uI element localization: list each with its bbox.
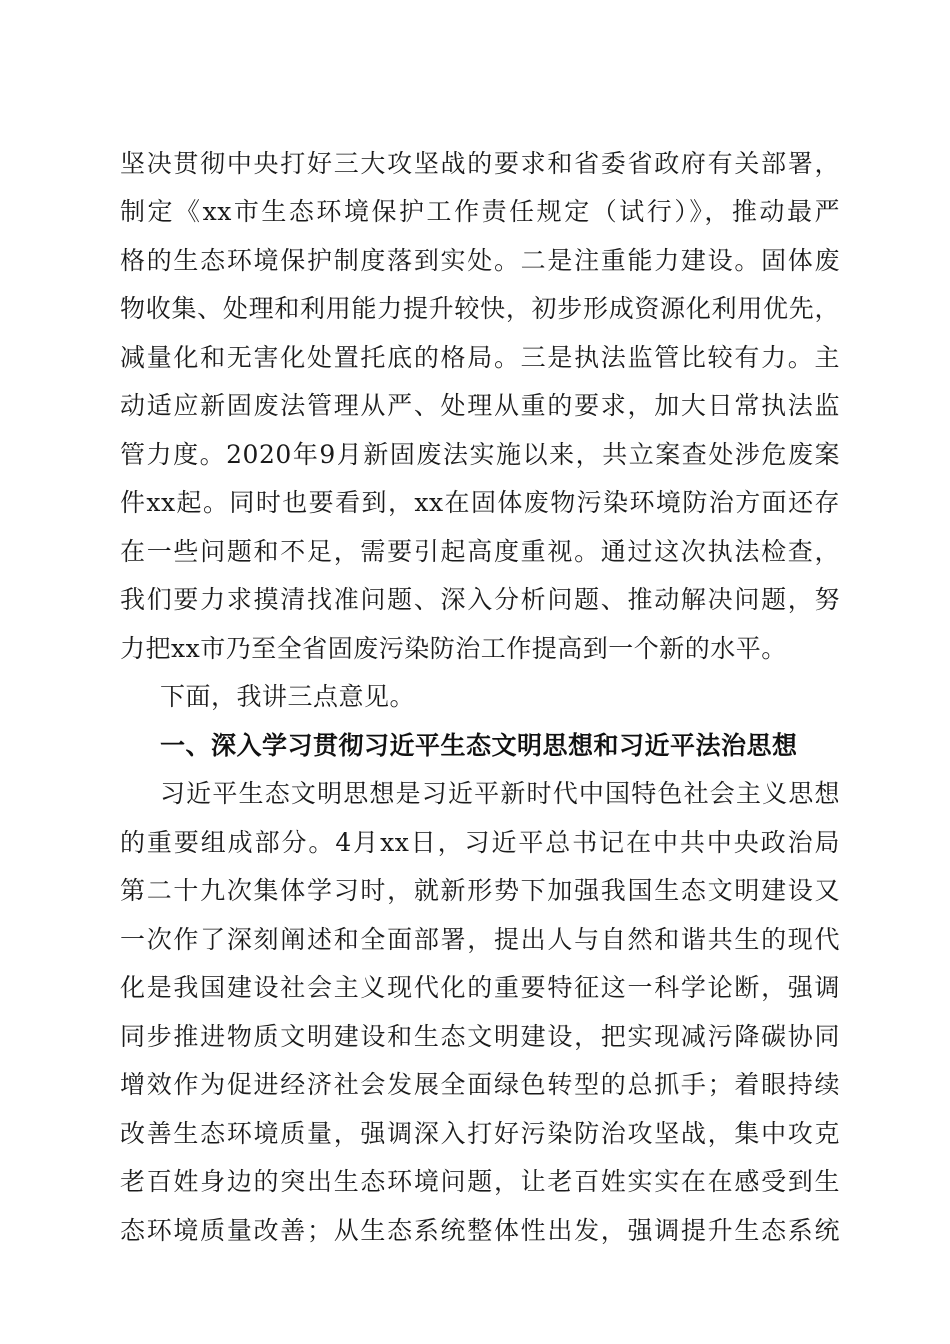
paragraph-line: 的重要组成部分。4月xx日，习近平总书记在中共中央政治局 xyxy=(120,828,840,857)
paragraph-line: 坚决贯彻中央打好三大攻坚战的要求和省委省政府有关部署， xyxy=(120,149,840,178)
paragraph-line: 制定《xx市生态环境保护工作责任规定（试行）》，推动最严 xyxy=(120,197,840,226)
paragraph-line: 力把xx市乃至全省固废污染防治工作提高到一个新的水平。 xyxy=(120,634,787,663)
paragraph-line: 件xx起。同时也要看到，xx在固体废物污染环境防治方面还存 xyxy=(120,488,840,517)
paragraph-line: 改善生态环境质量，强调深入打好污染防治攻坚战，集中攻克 xyxy=(120,1119,840,1148)
paragraph-line: 习近平生态文明思想是习近平新时代中国特色社会主义思想 xyxy=(160,779,840,808)
paragraph-line: 态环境质量改善；从生态系统整体性出发，强调提升生态系统 xyxy=(120,1216,840,1245)
paragraph-line: 管力度。2020年9月新固废法实施以来，共立案查处涉危废案 xyxy=(120,440,840,469)
paragraph-line: 老百姓身边的突出生态环境问题，让老百姓实实在在感受到生 xyxy=(120,1167,840,1196)
paragraph-line: 格的生态环境保护制度落到实处。二是注重能力建设。固体废 xyxy=(120,246,840,275)
paragraph-line: 动适应新固废法管理从严、处理从重的要求，加大日常执法监 xyxy=(120,391,840,420)
paragraph-line: 一次作了深刻阐述和全面部署，提出人与自然和谐共生的现代 xyxy=(120,925,840,954)
paragraph-line: 第二十九次集体学习时，就新形势下加强我国生态文明建设又 xyxy=(120,876,840,905)
paragraph-line: 同步推进物质文明建设和生态文明建设，把实现减污降碳协同 xyxy=(120,1022,840,1051)
paragraph-line: 我们要力求摸清找准问题、深入分析问题、推动解决问题，努 xyxy=(120,585,840,614)
paragraph-line: 物收集、处理和利用能力提升较快，初步形成资源化利用优先， xyxy=(120,294,840,323)
paragraph-line: 增效作为促进经济社会发展全面绿色转型的总抓手；着眼持续 xyxy=(120,1070,840,1099)
paragraph-line: 在一些问题和不足，需要引起高度重视。通过这次执法检查， xyxy=(120,537,840,566)
paragraph-line: 化是我国建设社会主义现代化的重要特征这一科学论断，强调 xyxy=(120,973,840,1002)
section-heading: 一、深入学习贯彻习近平生态文明思想和习近平法治思想 xyxy=(160,731,798,760)
paragraph: 下面，我讲三点意见。 xyxy=(160,682,416,711)
paragraph-line: 减量化和无害化处置托底的格局。三是执法监管比较有力。主 xyxy=(120,343,840,372)
